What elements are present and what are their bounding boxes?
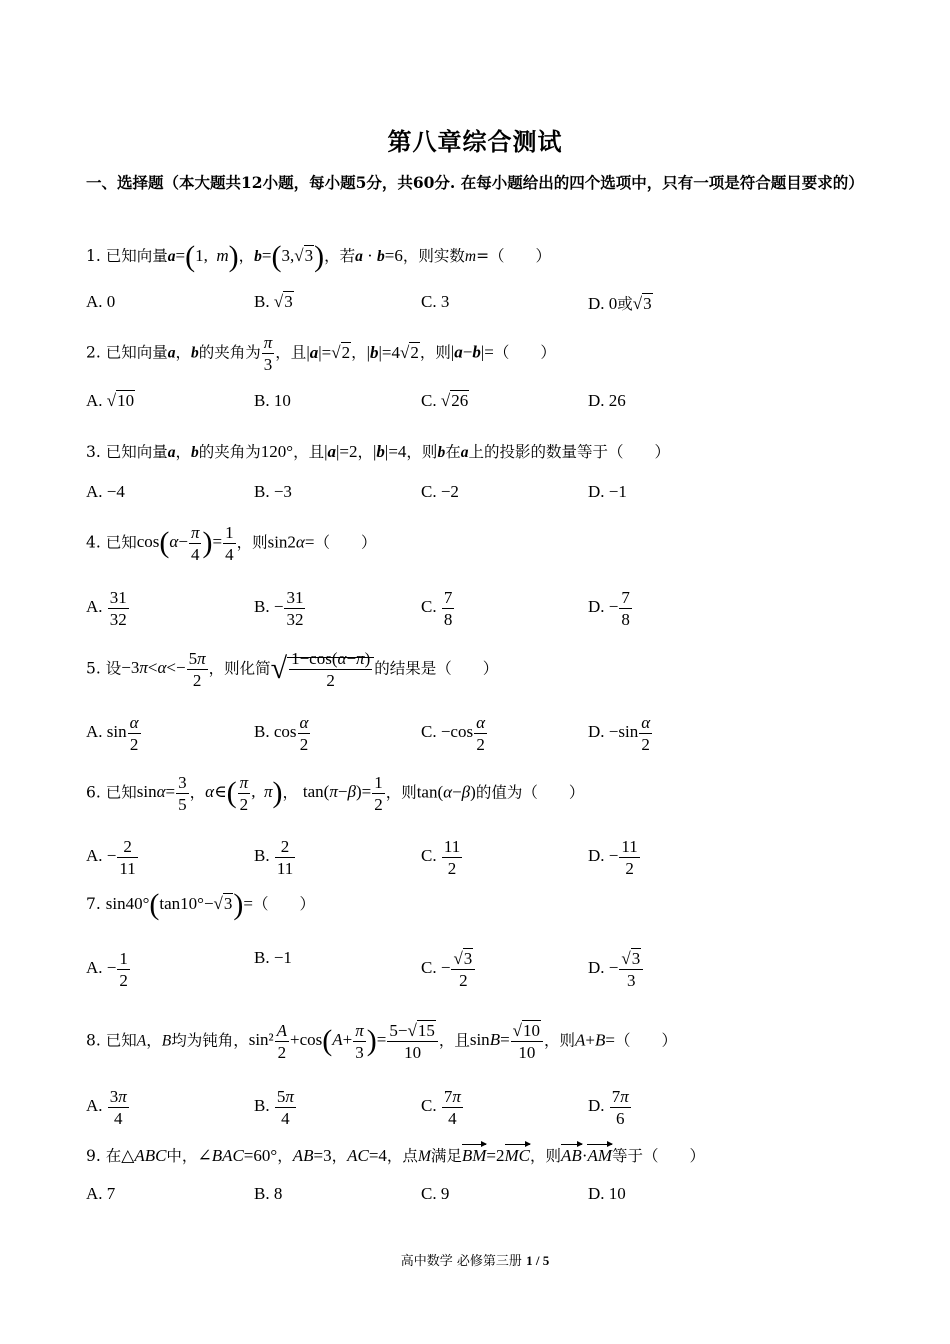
option-c: C. $\frac{7}{8}$ xyxy=(421,588,453,629)
question-5: 5. 设−3π<α<− $\frac{5\pi}{2}$ ，则化简√ $\frac{1-\cos(\alpha-\pi)}{2}$ 的结果是（ ） xyxy=(86,649,499,690)
option-a: A. 0 xyxy=(86,292,116,311)
options-8 xyxy=(86,1086,886,1136)
question-7: 7. sin40°(tan10°−√3)=（ ） xyxy=(86,888,315,921)
option-c: C. −cos $\frac{\alpha}{2}$ xyxy=(421,713,486,754)
page-number: 1 / 5 xyxy=(526,1253,550,1268)
option-b: B. −3 xyxy=(254,482,292,501)
options-5 xyxy=(86,712,886,762)
option-d: D. 26 xyxy=(588,391,626,410)
options-9 xyxy=(86,1184,886,1234)
question-8: 8. 已知A，B均为钝角，sin² $\frac{A}{2}$ +cos(A+ $\frac{\pi}{3}$ )= $\frac{5-√15}{10}$ ，且sinB= $\frac{√10}{10}$ ，则A+B=（ ） xyxy=(86,1021,678,1062)
question-2: 2. 已知向量a，b的夹角为 $\frac{\pi}{3}$ ，且|a|=√2，|b|=4√2，则|a−b|=（ ） xyxy=(86,333,556,374)
option-c: C. 3 xyxy=(421,292,450,311)
page-footer xyxy=(0,1250,950,1269)
page-title: 第八章综合测试 xyxy=(387,127,563,156)
question-9: 9. 在△ABC中，∠BAC=60°，AB=3，AC=4，点M满足BM=2MC，则AB·AM等于（ ） xyxy=(86,1146,706,1165)
option-d: D. − $\frac{7}{8}$ xyxy=(588,588,630,629)
footer-text: 高中数学 必修第三册 xyxy=(400,1254,522,1269)
option-a: A. −4 xyxy=(86,482,125,501)
option-c: C. 9 xyxy=(421,1184,450,1203)
option-b: B. 10 xyxy=(254,391,291,410)
option-b: B. 8 xyxy=(254,1184,283,1203)
option-b: B. $\frac{5\pi}{4}$ xyxy=(254,1087,294,1128)
options-7 xyxy=(86,948,886,998)
question-4: 4. 已知cos(α− $\frac{\pi}{4}$ )= $\frac{1}{4}$ ，则sin2α=（ ） xyxy=(86,523,377,564)
option-b: B. −1 xyxy=(254,948,292,967)
option-d: D. 0或√3 xyxy=(588,294,652,313)
options-6 xyxy=(86,836,886,886)
option-d: D. −1 xyxy=(588,482,627,501)
question-3: 3. 已知向量a，b的夹角为120°，且|a|=2，|b|=4，则b在a上的投影的数量等于（ ） xyxy=(86,442,670,461)
option-c: C. − $\frac{√3}{2}$ xyxy=(421,948,476,991)
option-b: B. − $\frac{31}{32}$ xyxy=(254,588,304,629)
option-b: B. cos $\frac{\alpha}{2}$ xyxy=(254,713,309,754)
option-d: D. − $\frac{√3}{3}$ xyxy=(588,948,644,991)
options-2 xyxy=(86,391,886,441)
option-a: A. 7 xyxy=(86,1184,116,1203)
option-b: B. $\frac{2}{11}$ xyxy=(254,837,294,878)
question-1: 1. 已知向量a=(1, m)，b=(3,√3)，若a · b=6，则实数m=（ ） xyxy=(86,240,552,273)
options-4 xyxy=(86,587,886,637)
option-c: C. $\frac{11}{2}$ xyxy=(421,837,461,878)
option-c: C. $\frac{7\pi}{4}$ xyxy=(421,1087,461,1128)
option-a: A. $\frac{3\pi}{4}$ xyxy=(86,1087,127,1128)
option-d: D. −sin $\frac{\alpha}{2}$ xyxy=(588,713,651,754)
option-d: D. $\frac{7\pi}{6}$ xyxy=(588,1087,629,1128)
option-a: A. √10 xyxy=(86,391,135,410)
option-a: A. sin $\frac{\alpha}{2}$ xyxy=(86,713,139,754)
option-d: D. 10 xyxy=(588,1184,626,1203)
question-6: 6. 已知sinα= $\frac{3}{5}$ ，α∈( $\frac{\pi}{2}$ , π)， tan(π−β)= $\frac{1}{2}$ ，则tan(α−β)的值为（ ） xyxy=(86,773,585,814)
option-c: C. √26 xyxy=(421,391,469,410)
option-a: A. $\frac{31}{32}$ xyxy=(86,588,127,629)
option-a: A. − $\frac{2}{11}$ xyxy=(86,837,136,878)
option-b: B. √3 xyxy=(254,292,293,311)
option-d: D. − $\frac{11}{2}$ xyxy=(588,837,638,878)
section-heading: 一、选择题（本大题共12小题，每小题5分，共60分. 在每小题给出的四个选项中，只有一项是符合题目要求的） xyxy=(86,173,864,192)
option-a: A. − $\frac{1}{2}$ xyxy=(86,949,128,990)
option-c: C. −2 xyxy=(421,482,459,501)
